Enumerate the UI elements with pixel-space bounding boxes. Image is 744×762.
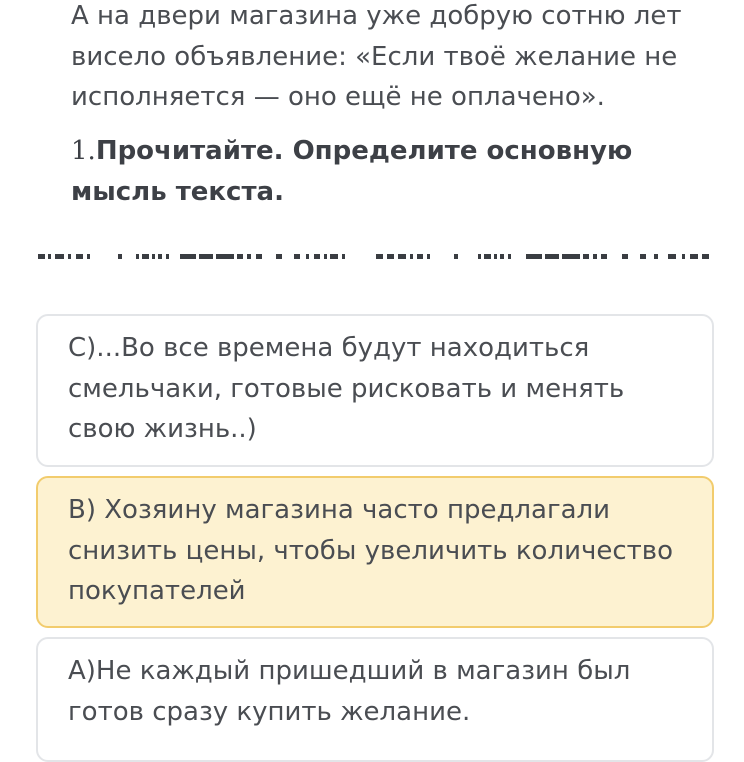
question-prompt [71, 131, 711, 212]
question-number: 1. [71, 136, 96, 166]
question-line: мысль текста. [71, 176, 284, 207]
option-line: снизить цены, чтобы увеличить количество [68, 535, 674, 566]
passage-line: исполняется — оно ещё не оплачено». [71, 82, 605, 112]
option-line: готов сразу купить желание. [68, 696, 471, 727]
question-text: Прочитайте. Определите основную [95, 136, 633, 166]
passage-line: висело объявление: «Если твоё желание не [71, 41, 678, 72]
question-line [71, 131, 711, 172]
cropped-text-divider [38, 252, 710, 262]
answer-option-b[interactable] [36, 476, 714, 628]
option-line: C)...Во все времена будут находиться [68, 333, 590, 363]
answer-option-a[interactable] [36, 637, 714, 762]
option-line: B) Хозяину магазина часто предлагали [68, 495, 611, 525]
reading-passage [71, 0, 711, 118]
option-line: смельчаки, готовые рисковать и менять [68, 373, 625, 404]
option-line: покупателей [68, 576, 246, 606]
passage-line: А на двери магазина уже добрую сотню лет [71, 1, 682, 31]
answer-option-c[interactable] [36, 314, 714, 467]
option-line: А)Не каждый пришедший в магазин был [68, 656, 631, 686]
option-line: свою жизнь..) [68, 414, 257, 444]
